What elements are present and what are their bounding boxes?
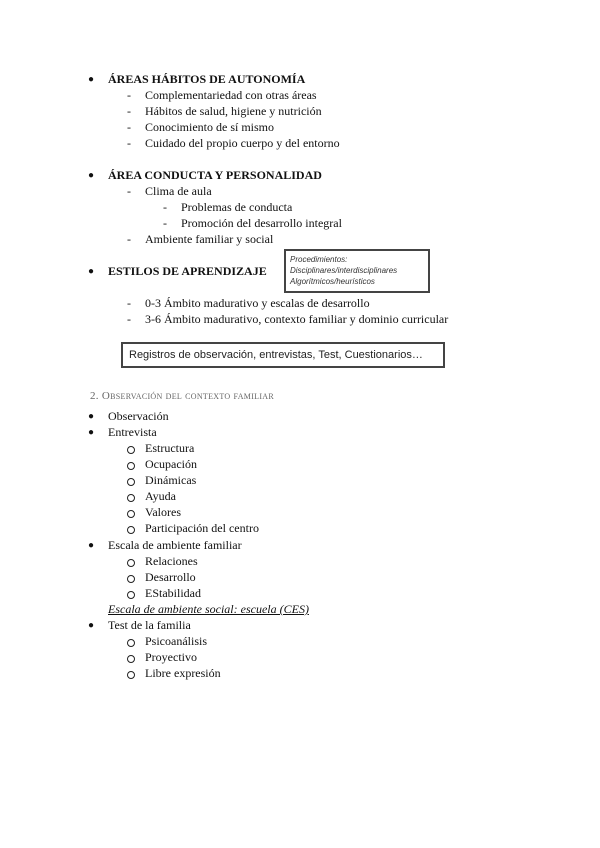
bullet-icon: ● xyxy=(88,411,95,422)
registros-text: Registros de observación, entrevistas, Test, Cuestionarios… xyxy=(129,349,423,361)
list-item: Valores xyxy=(145,505,181,519)
dash-icon: - xyxy=(127,104,131,118)
list-item: Ayuda xyxy=(145,489,176,503)
list-item: Ambiente familiar y social xyxy=(145,232,274,246)
bullet-icon: ● xyxy=(88,266,95,277)
circle-bullet-icon xyxy=(127,462,135,470)
list-item-escala: Escala de ambiente familiar xyxy=(108,538,242,552)
heading-estilos: ESTILOS DE APRENDIZAJE xyxy=(108,264,267,278)
list-item: 0-3 Ámbito madurativo y escalas de desarrollo xyxy=(145,296,370,310)
dash-icon: - xyxy=(163,200,167,214)
circle-bullet-icon xyxy=(127,671,135,679)
list-item: Psicoanálisis xyxy=(145,634,207,648)
list-item: Hábitos de salud, higiene y nutrición xyxy=(145,104,322,118)
list-item: Proyectivo xyxy=(145,650,197,664)
list-item: Dinámicas xyxy=(145,473,197,487)
circle-bullet-icon xyxy=(127,575,135,583)
list-item: Problemas de conducta xyxy=(181,200,293,214)
dash-icon: - xyxy=(127,184,131,198)
dash-icon: - xyxy=(127,296,131,310)
circle-bullet-icon xyxy=(127,591,135,599)
section-title: 2. Observación del contexto familiar xyxy=(90,390,275,402)
list-item: Estructura xyxy=(145,441,195,455)
dash-icon: - xyxy=(127,312,131,326)
bullet-icon: ● xyxy=(88,74,95,85)
dash-icon: - xyxy=(127,232,131,246)
list-item: Desarrollo xyxy=(145,570,196,584)
heading-area-conducta: ÁREA CONDUCTA Y PERSONALIDAD xyxy=(108,168,322,182)
dash-icon: - xyxy=(127,88,131,102)
circle-bullet-icon xyxy=(127,494,135,502)
list-item: 3-6 Ámbito madurativo, contexto familiar y dominio curricular xyxy=(145,312,449,326)
escala-note: Escala de ambiente social: escuela (CES) xyxy=(108,602,309,616)
circle-bullet-icon xyxy=(127,655,135,663)
bullet-icon: ● xyxy=(88,170,95,181)
bullet-icon: ● xyxy=(88,620,95,631)
list-item: Promoción del desarrollo integral xyxy=(181,216,342,230)
callout-line: Algorítmicos/heurísticos xyxy=(290,277,375,286)
circle-bullet-icon xyxy=(127,478,135,486)
circle-bullet-icon xyxy=(127,559,135,567)
circle-bullet-icon xyxy=(127,510,135,518)
dash-icon: - xyxy=(127,120,131,134)
callout-line: Disciplinares/interdisciplinares xyxy=(290,266,398,275)
circle-bullet-icon xyxy=(127,526,135,534)
dash-icon: - xyxy=(127,136,131,150)
list-item-entrevista: Entrevista xyxy=(108,425,157,439)
dash-icon: - xyxy=(163,216,167,230)
list-item: Relaciones xyxy=(145,554,198,568)
callout-box-registros xyxy=(121,342,445,368)
bullet-icon: ● xyxy=(88,540,95,551)
list-item-observacion: Observación xyxy=(108,409,169,423)
list-item: Participación del centro xyxy=(145,521,259,535)
bullet-icon: ● xyxy=(88,427,95,438)
list-item: Complementariedad con otras áreas xyxy=(145,88,317,102)
list-item: Ocupación xyxy=(145,457,197,471)
callout-line: Procedimientos: xyxy=(290,255,348,264)
circle-bullet-icon xyxy=(127,639,135,647)
heading-areas-habitos: ÁREAS HÁBITOS DE AUTONOMÍA xyxy=(108,72,306,86)
list-item: Clima de aula xyxy=(145,184,212,198)
list-item: Conocimiento de sí mismo xyxy=(145,120,274,134)
list-item: Cuidado del propio cuerpo y del entorno xyxy=(145,136,340,150)
circle-bullet-icon xyxy=(127,446,135,454)
list-item: EStabilidad xyxy=(145,586,201,600)
callout-box-procedimientos xyxy=(284,249,430,293)
list-item-test: Test de la familia xyxy=(108,618,191,632)
list-item: Libre expresión xyxy=(145,666,221,680)
